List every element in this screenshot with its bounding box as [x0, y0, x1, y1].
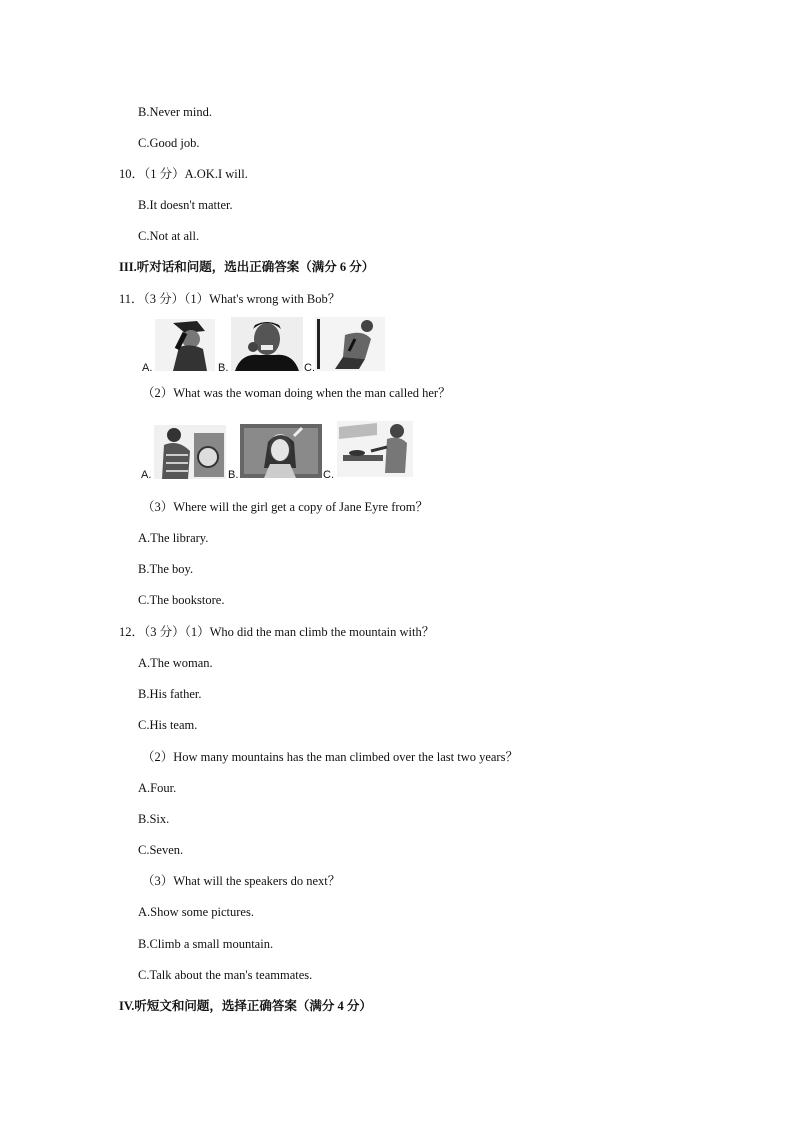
question-12-part-2: （2）How many mountains has the man climbed over the last two years？: [142, 750, 518, 764]
option-12-2c: C.Seven.: [138, 843, 184, 857]
option-10b: B.It doesn't matter.: [138, 198, 233, 212]
option-12-2b: B.Six.: [138, 812, 170, 826]
option-12-1a: A.The woman.: [138, 656, 213, 670]
option-9b: B.Never mind.: [138, 105, 212, 119]
backache-person-image: [315, 317, 385, 371]
option-label-c: C.: [304, 362, 315, 374]
option-12-1b: B.His father.: [138, 687, 202, 701]
option-label-b: B.: [218, 362, 229, 374]
option-10c: C.Not at all.: [138, 229, 200, 243]
question-11-part-2: （2）What was the woman doing when the man called her？: [142, 386, 451, 400]
option-9c: C.Good job.: [138, 136, 200, 150]
option-11-3a: A.The library.: [138, 531, 209, 545]
option-label-c: C.: [323, 469, 334, 481]
option-label-a: A.: [142, 362, 153, 374]
question-10-header: 10．（1 分）A.OK.I will.: [119, 167, 248, 181]
option-12-2a: A.Four.: [138, 781, 177, 795]
option-12-3a: A.Show some pictures.: [138, 905, 254, 919]
headache-person-image: [155, 319, 215, 371]
question-12-header: 12．（3 分）（1）Who did the man climb the mountain with？: [119, 625, 435, 639]
option-11-3b: B.The boy.: [138, 562, 194, 576]
section-4-title: IV.听短文和问题，选择正确答案（满分 4 分）: [119, 999, 372, 1013]
washing-hair-image: [240, 424, 322, 478]
section-3-title: III.听对话和问题，选出正确答案（满分 6 分）: [119, 260, 375, 274]
question-11-part-3: （3）Where will the girl get a copy of Jane Eyre from？: [142, 500, 429, 514]
toothache-person-image: [231, 317, 303, 371]
option-12-1c: C.His team.: [138, 718, 198, 732]
cooking-image: [337, 421, 413, 477]
option-label-a: A.: [141, 469, 152, 481]
option-12-3c: C.Talk about the man's teammates.: [138, 968, 313, 982]
question-12-part-3: （3）What will the speakers do next？: [142, 874, 341, 888]
option-label-b: B.: [228, 469, 239, 481]
option-12-3b: B.Climb a small mountain.: [138, 937, 274, 951]
option-11-3c: C.The bookstore.: [138, 593, 225, 607]
question-11-header: 11．（3 分）（1）What's wrong with Bob？: [119, 292, 341, 306]
washing-clothes-image: [154, 425, 226, 479]
